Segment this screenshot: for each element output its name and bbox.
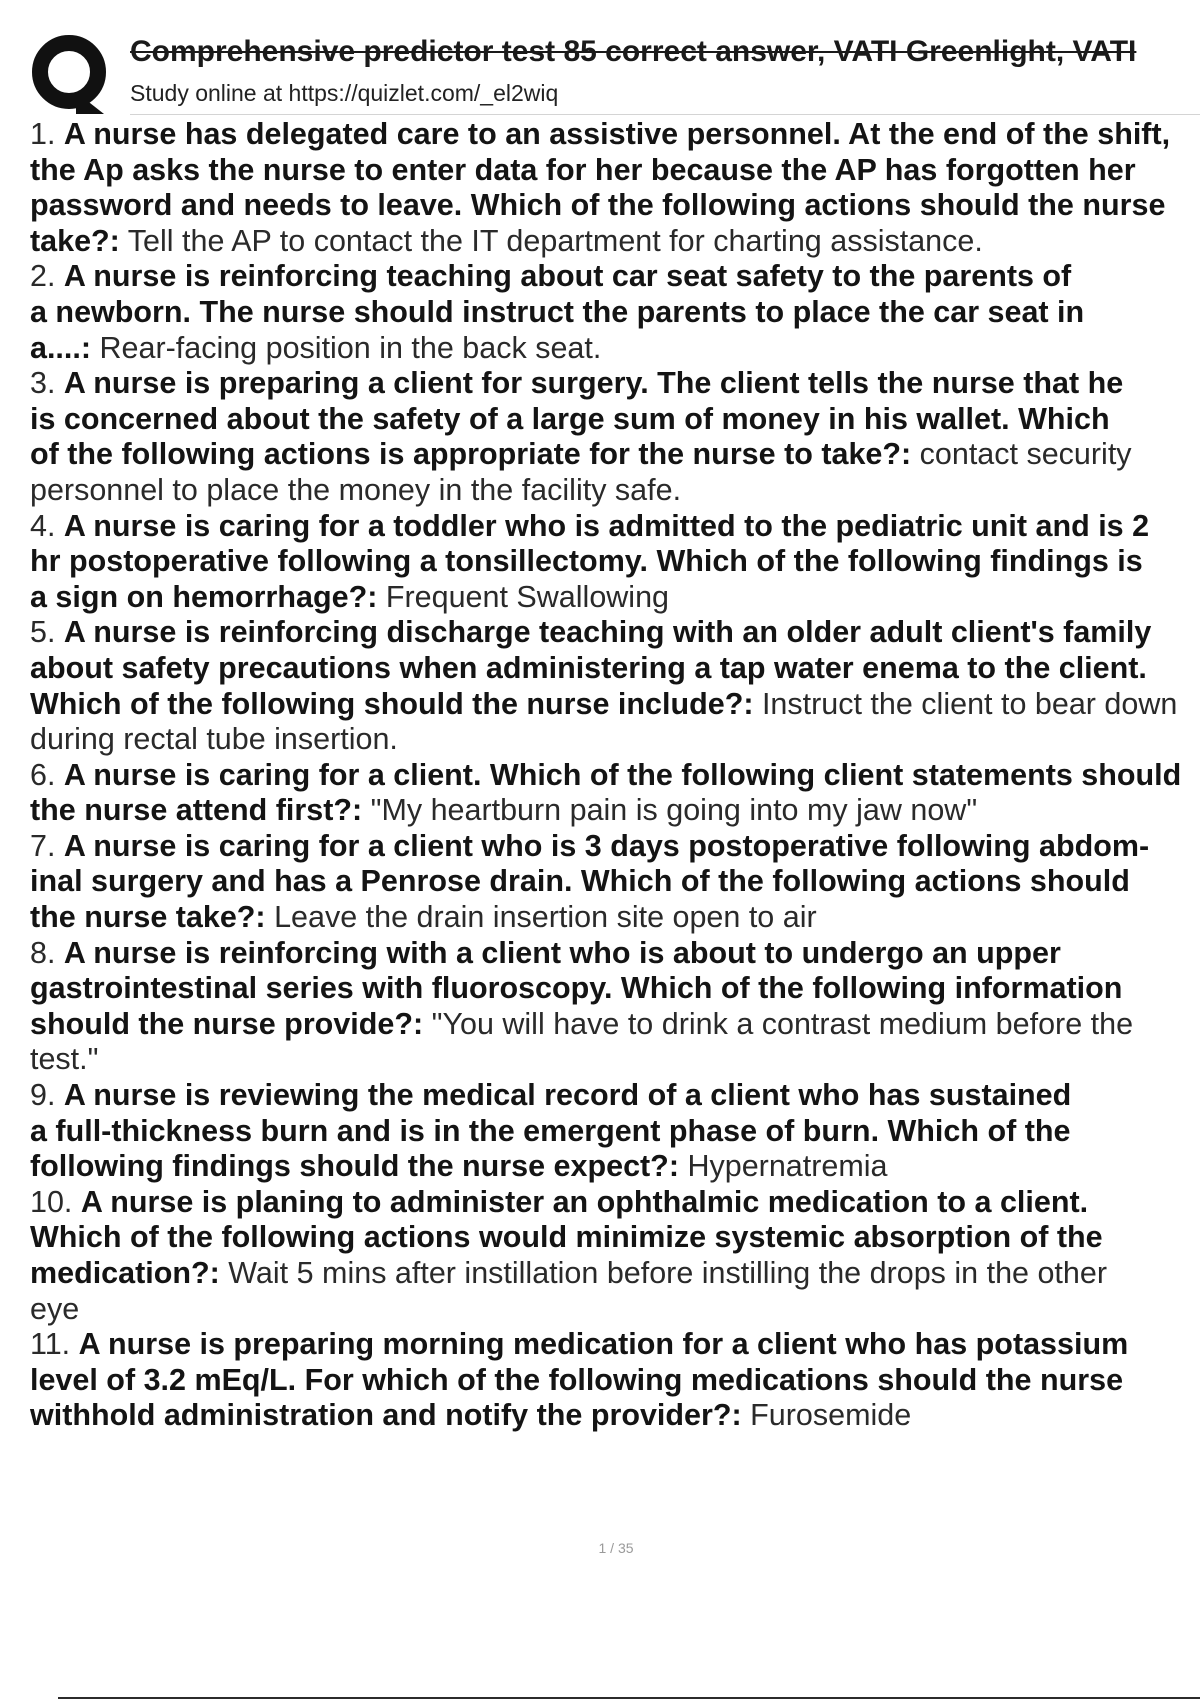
question-line [30,793,1200,829]
answer-text: Wait 5 mins after instillation before instilling the drops in the other [219,1256,1107,1290]
question-text: withhold administration and notify the provider?: [30,1398,742,1433]
question-text: Which of the following actions would minimize systemic absorption of the [30,1220,1103,1255]
answer-text: Frequent Swallowing [377,579,670,614]
question-line [30,1042,1200,1078]
answer-text: Rear-facing position in the back seat. [91,330,602,365]
question-text: A nurse is reviewing the medical record of a client who has sustained [63,1078,1072,1113]
footer-divider [58,1697,1200,1699]
answer-text: 3. [30,366,64,401]
page-number: 1 / 35 [598,1540,634,1556]
question-item [30,259,1200,366]
question-line [30,900,1200,936]
question-line [30,971,1200,1007]
question-text: inal surgery and has a Penrose drain. Which of the following actions should [30,864,1130,899]
answer-text: 10. [30,1184,81,1219]
question-line [30,117,1200,153]
question-item [30,829,1200,936]
answer-text: 1. [30,117,64,151]
question-line [30,829,1200,865]
answer-text: 9. [30,1078,64,1113]
question-line [30,1363,1200,1399]
answer-text: eye [30,1291,80,1326]
question-line [30,864,1200,900]
quizlet-logo-icon [32,34,142,116]
question-text: a full-thickness burn and is in the emergent phase of burn. Which of the [30,1113,1071,1148]
question-text: is concerned about the safety of a large sum of money in his wallet. Which [30,401,1110,436]
question-text: A nurse is planing to administer an ophthalmic medication to a client. [80,1184,1089,1219]
question-line [30,1256,1200,1292]
question-text: should the nurse provide?: [30,1006,424,1041]
question-item [30,509,1200,616]
question-line [30,1078,1200,1114]
question-line [30,1114,1200,1150]
question-text: a....: [30,330,92,365]
question-line [30,580,1200,616]
question-list [30,117,1200,1434]
question-text: hr postoperative following a tonsillectomy. Which of the following findings is [30,544,1143,579]
answer-text: 6. [30,757,64,792]
question-line [30,1292,1200,1328]
question-line [30,936,1200,972]
question-text: A nurse is reinforcing discharge teaching with an older adult client's family [63,615,1152,650]
answer-text: "You will have to drink a contrast medium before the [423,1006,1134,1041]
question-item [30,366,1200,508]
question-item [30,1185,1200,1327]
question-line [30,509,1200,545]
answer-text: 2. [30,259,64,294]
question-line [30,473,1200,509]
question-line [30,153,1200,189]
answer-text: 7. [30,828,64,863]
answer-text: contact security [911,437,1132,472]
question-text: take?: [30,223,120,258]
question-line [30,437,1200,473]
question-text: A nurse is caring for a toddler who is admitted to the pediatric unit and is 2 [63,508,1150,543]
answer-text: Tell the AP to contact the IT department for charting assistance. [119,223,983,258]
question-text: Which of the following should the nurse include?: [30,686,754,721]
question-line [30,188,1200,224]
answer-text: test." [30,1042,99,1077]
question-text: medication?: [30,1256,220,1290]
question-line [30,1185,1200,1221]
question-line [30,295,1200,331]
question-line [30,259,1200,295]
question-item [30,1078,1200,1185]
question-text: gastrointestinal series with fluoroscopy. Which of the following information [30,971,1123,1006]
question-item [30,117,1200,259]
answer-text: 4. [30,508,64,543]
answer-text: Leave the drain insertion site open to air [265,900,817,935]
answer-text: 5. [30,615,64,650]
answer-text: during rectal tube insertion. [30,722,398,757]
answer-text: 11. [30,1327,79,1362]
question-line [30,687,1200,723]
question-text: A nurse is reinforcing teaching about car seat safety to the parents of [63,259,1072,294]
question-line [30,1220,1200,1256]
question-line [30,1327,1200,1363]
answer-text: "My heartburn pain is going into my jaw now" [362,793,978,828]
answer-text: personnel to place the money in the facility safe. [30,472,682,507]
question-text: A nurse is caring for a client. Which of the following client statements should [63,757,1182,792]
answer-text: Instruct the client to bear down [753,686,1178,721]
question-text: the nurse attend first?: [30,793,363,828]
question-line [30,615,1200,651]
question-line [30,224,1200,260]
question-line [30,722,1200,758]
question-text: A nurse is preparing a client for surgery. The client tells the nurse that he [63,366,1124,401]
question-text: of the following actions is appropriate for the nurse to take?: [30,437,912,472]
question-line [30,544,1200,580]
question-text: A nurse has delegated care to an assistive personnel. At the end of the shift, [63,117,1171,151]
question-line [30,758,1200,794]
document-title: Comprehensive predictor test 85 correct answer, VATI Greenlight, VATI [130,35,1137,68]
question-text: a newborn. The nurse should instruct the parents to place the car seat in [30,294,1085,329]
question-text: A nurse is reinforcing with a client who is about to undergo an upper [63,935,1061,970]
question-item [30,758,1200,829]
question-text: the nurse take?: [30,900,266,935]
question-line [30,366,1200,402]
question-item [30,1327,1200,1434]
question-text: a sign on hemorrhage?: [30,579,378,614]
question-text: level of 3.2 mEq/L. For which of the following medications should the nurse [30,1362,1124,1397]
question-line [30,1398,1200,1434]
question-line [30,402,1200,438]
study-online-link[interactable]: Study online at https://quizlet.com/_el2wiq [130,80,559,106]
page-header [30,30,1200,116]
header-divider [130,114,1200,115]
answer-text: Hypernatremia [678,1149,888,1184]
answer-text: Furosemide [741,1398,912,1433]
question-line [30,1149,1200,1185]
question-text: password and needs to leave. Which of the following actions should the nurse [30,188,1166,223]
question-item [30,615,1200,757]
question-line [30,1007,1200,1043]
question-line [30,651,1200,687]
question-text: about safety precautions when administering a tap water enema to the client. [30,650,1147,685]
question-text: A nurse is preparing morning medication for a client who has potassium [78,1327,1129,1362]
question-text: the Ap asks the nurse to enter data for her because the AP has forgotten her [30,152,1136,187]
question-text: A nurse is caring for a client who is 3 days postoperative following abdom- [63,828,1150,863]
question-line [30,331,1200,367]
question-text: following findings should the nurse expect?: [30,1149,679,1184]
question-item [30,936,1200,1078]
answer-text: 8. [30,935,64,970]
